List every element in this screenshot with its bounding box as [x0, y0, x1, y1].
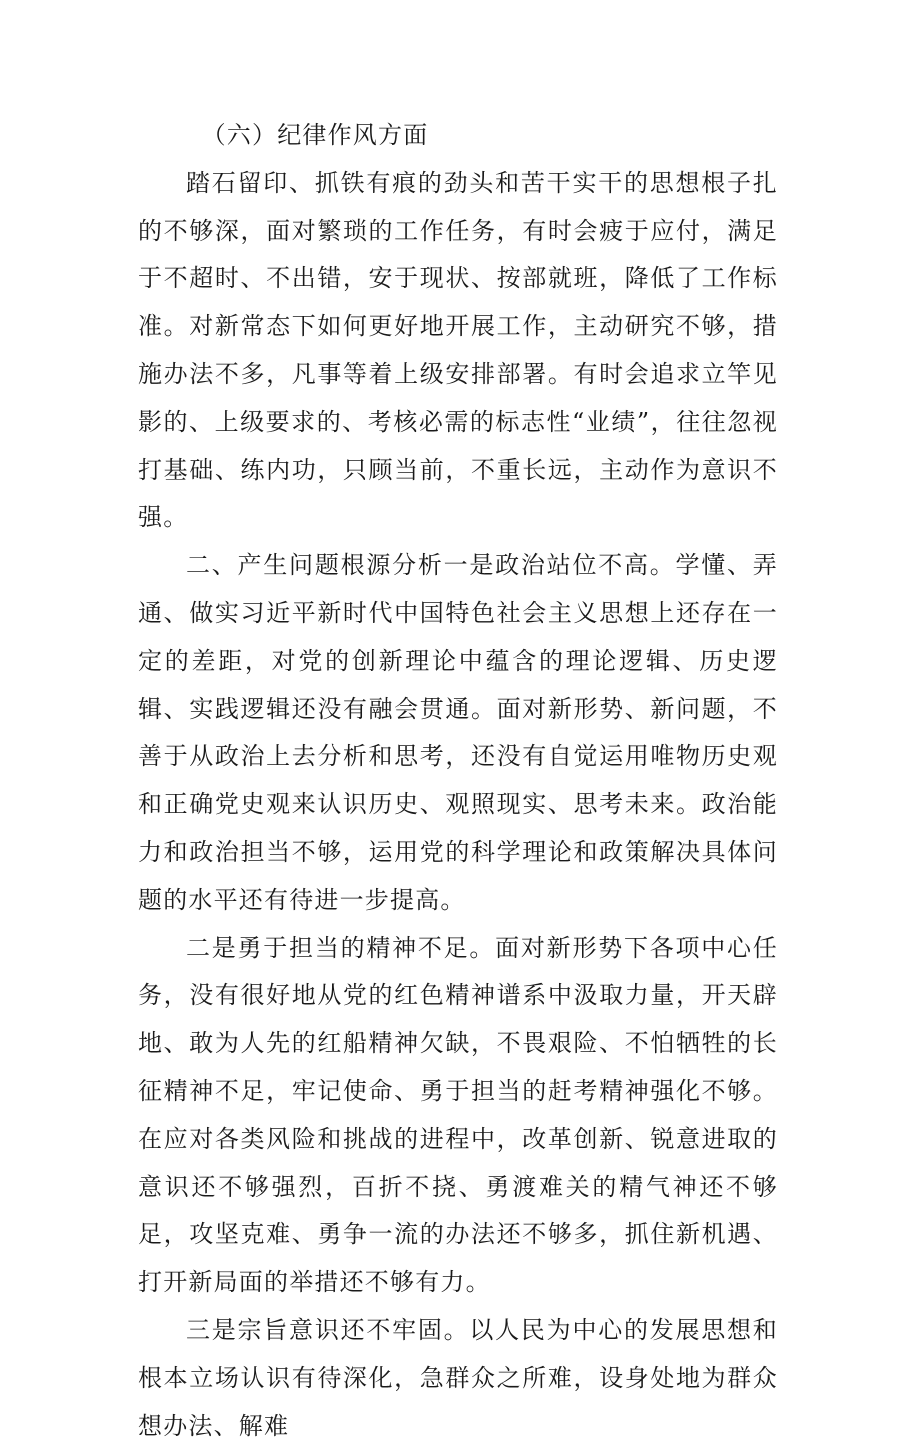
document-body: [138, 112, 778, 1450]
section-heading: （六）纪律作风方面: [201, 121, 429, 149]
paragraph-root-cause-political-stance: 二、产生问题根源分析一是政治站位不高。学懂、弄通、做实习近平新时代中国特色社会主义思想上还存在一定的差距，对党的创新理论中蕴含的理论逻辑、历史逻辑、实践逻辑还没有融会贯通。面对新形势、新问题，不善于从政治上去分析和思考，还没有自觉运用唯物历史观和正确党史观来认识历史、观照现实、思考未来。政治能力和政治担当不够，运用党的科学理论和政策解决具体问题的水平还有待进一步提高。: [138, 551, 778, 914]
paragraph-purpose-awareness: 三是宗旨意识还不牢固。以人民为中心的发展思想和根本立场认识有待深化，急群众之所难，设身处地为群众想办法、解难: [138, 1315, 778, 1440]
paragraph-discipline-style: 踏石留印、抓铁有痕的劲头和苦干实干的思想根子扎的不够深，面对繁琐的工作任务，有时会疲于应付，满足于不超时、不出错，安于现状、按部就班，降低了工作标准。对新常态下如何更好地开展工作，主动研究不够，措施办法不多，凡事等着上级安排部署。有时会追求立竿见影的、上级要求的、考核必需的标志性“业绩”，往往忽视打基础、练内功，只顾当前，不重长远，主动作为意识不强。: [138, 168, 778, 532]
paragraph-responsibility-spirit: 二是勇于担当的精神不足。面对新形势下各项中心任务，没有很好地从党的红色精神谱系中汲取力量，开天辟地、敢为人先的红船精神欠缺，不畏艰险、不怕牺牲的长征精神不足，牢记使命、勇于担当的赶考精神强化不够。在应对各类风险和挑战的进程中，改革创新、锐意进取的意识还不够强烈，百折不挠、勇渡难关的精气神还不够足，攻坚克难、勇争一流的办法还不够多，抓住新机遇、打开新局面的举措还不够有力。: [138, 933, 778, 1297]
